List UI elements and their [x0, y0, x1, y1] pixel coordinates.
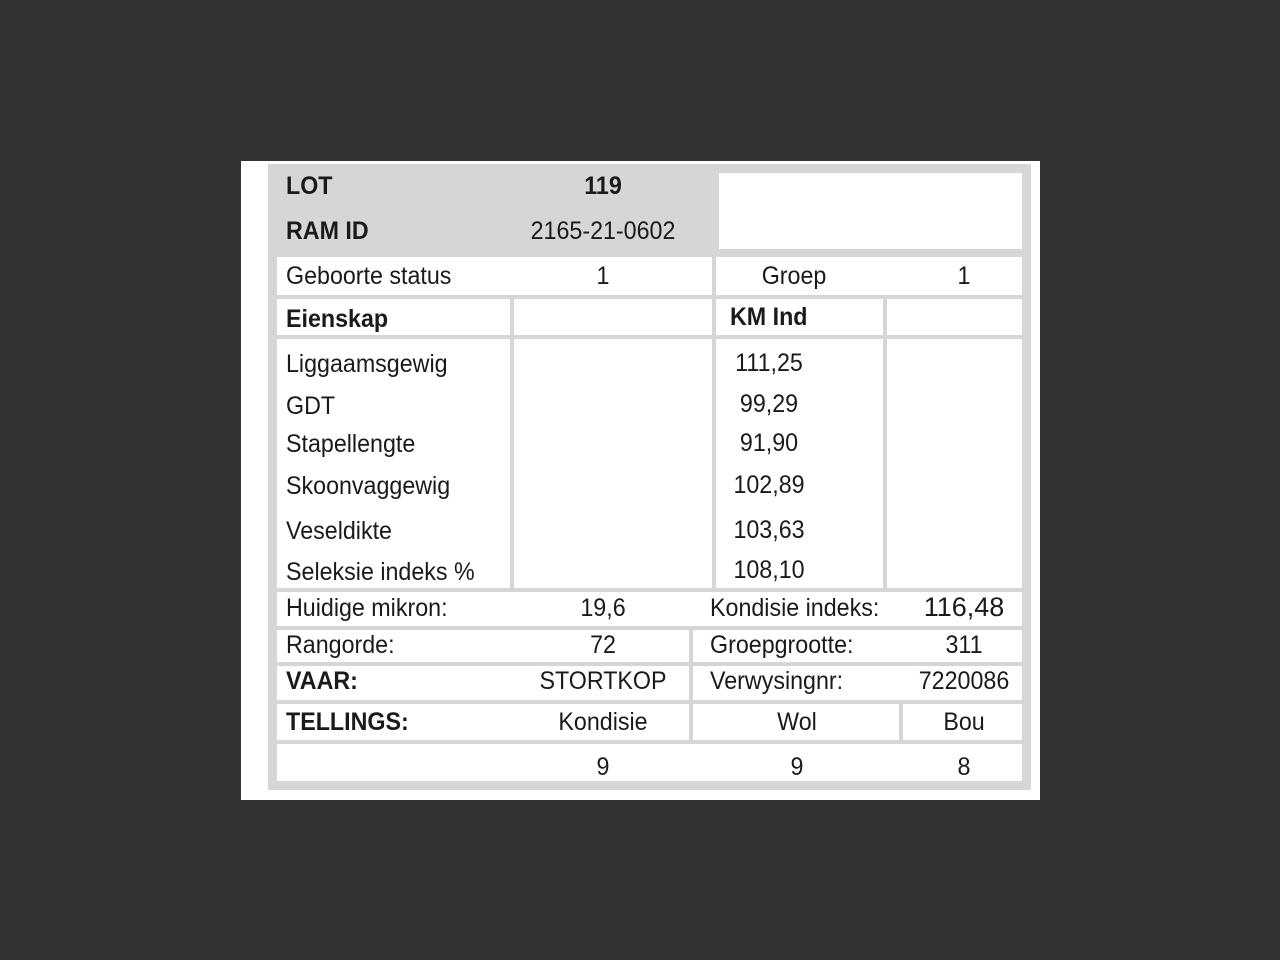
- trait-km-value: 111,25: [735, 349, 803, 377]
- counts-condition-value: 9: [596, 753, 610, 781]
- lot-label: LOT: [286, 172, 333, 200]
- micron-value: 19,6: [580, 594, 626, 622]
- rank-label: Rangorde:: [286, 631, 395, 659]
- reference-value: 7220086: [918, 667, 1010, 695]
- group-size-label: Groepgrootte:: [710, 631, 854, 659]
- km-ind-blank-cell: [887, 339, 1022, 588]
- counts-wool-header: Wol: [777, 708, 817, 736]
- trait-name: Stapellengte: [286, 430, 416, 458]
- counts-build-value: 8: [957, 753, 971, 781]
- sire-value: STORTKOP: [539, 667, 667, 695]
- rank-value: 72: [590, 631, 616, 659]
- trait-column-header: Eienskap: [286, 305, 389, 333]
- condition-index-label: Kondisie indeks:: [710, 594, 880, 622]
- counts-label: TELLINGS:: [286, 708, 409, 736]
- birth-status-value: 1: [596, 262, 610, 290]
- ram-id-label: RAM ID: [286, 217, 369, 245]
- micron-label: Huidige mikron:: [286, 594, 448, 622]
- counts-build-header: Bou: [943, 708, 985, 736]
- photo-box: [719, 173, 1022, 249]
- counts-condition-header: Kondisie: [558, 708, 648, 736]
- card-frame: [268, 164, 1031, 790]
- trait-km-value: 99,29: [739, 390, 799, 418]
- trait-km-value: 102,89: [733, 471, 805, 499]
- lot-value: 119: [584, 172, 622, 200]
- trait-name: GDT: [286, 392, 336, 420]
- trait-header-blank: [514, 299, 712, 335]
- group-value: 1: [957, 262, 971, 290]
- trait-name: Skoonvaggewig: [286, 472, 451, 500]
- trait-blank-cell: [514, 339, 712, 588]
- group-label: Groep: [761, 262, 827, 290]
- trait-name: Veseldikte: [286, 517, 392, 545]
- trait-km-value: 103,63: [733, 516, 805, 544]
- group-size-value: 311: [945, 631, 983, 659]
- km-ind-header-blank: [887, 299, 1022, 335]
- trait-km-value: 108,10: [733, 556, 805, 584]
- birth-status-label: Geboorte status: [286, 262, 452, 290]
- sire-label: VAAR:: [286, 667, 358, 695]
- counts-values-row: [277, 744, 1022, 781]
- condition-index-value: 116,48: [923, 592, 1005, 622]
- trait-name: Liggaamsgewig: [286, 350, 448, 378]
- trait-km-value: 91,90: [739, 429, 799, 457]
- km-ind-column-header: KM Ind: [730, 303, 808, 331]
- reference-label: Verwysingnr:: [710, 667, 844, 695]
- trait-name: Seleksie indeks %: [286, 558, 475, 586]
- counts-wool-value: 9: [790, 753, 804, 781]
- ram-info-card: [241, 161, 1040, 800]
- ram-id-value: 2165-21-0602: [530, 217, 676, 245]
